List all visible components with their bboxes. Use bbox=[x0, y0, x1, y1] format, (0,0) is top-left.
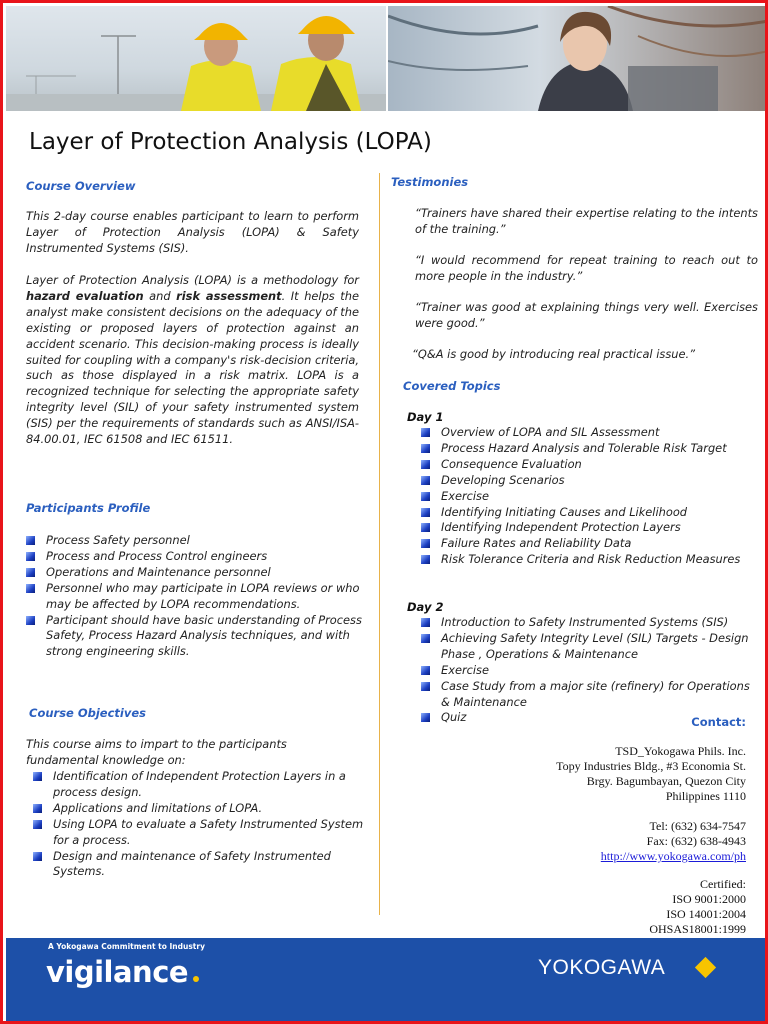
objective-item-text: Identification of Independent Protection Layers in a process design. bbox=[53, 769, 346, 799]
square-bullet-icon bbox=[421, 508, 430, 517]
overview-text: Layer of Protection Analysis (LOPA) is a methodology for bbox=[26, 273, 359, 287]
square-bullet-icon bbox=[33, 804, 42, 813]
topic-item bbox=[421, 615, 751, 631]
topic-item-text: Identifying Independent Protection Layers bbox=[441, 520, 681, 535]
testimony-quote: “Q&A is good by introducing real practical issue.” bbox=[412, 347, 695, 361]
square-bullet-icon bbox=[421, 618, 430, 627]
certification: OHSAS18001:1999 bbox=[649, 922, 746, 936]
topic-item bbox=[421, 631, 751, 663]
topic-item bbox=[421, 679, 751, 711]
contact-phone bbox=[601, 819, 746, 864]
topic-item bbox=[421, 505, 751, 521]
objective-item-text: Using LOPA to evaluate a Safety Instrumented System for a process. bbox=[53, 816, 364, 847]
certification: ISO 9001:2000 bbox=[672, 892, 746, 906]
square-bullet-icon bbox=[33, 852, 42, 861]
footer-bar bbox=[6, 938, 768, 1024]
objective-item bbox=[33, 817, 367, 849]
topic-item bbox=[421, 473, 751, 489]
header-banner bbox=[6, 6, 768, 111]
workers-illustration bbox=[6, 6, 386, 111]
square-bullet-icon bbox=[421, 428, 430, 437]
risk-assessment-emphasis: risk assessment bbox=[176, 288, 282, 303]
participant-item bbox=[26, 533, 366, 549]
certified-label: Certified: bbox=[700, 877, 746, 891]
overview-paragraph-2 bbox=[26, 273, 359, 448]
participant-item bbox=[26, 565, 366, 581]
objective-item bbox=[33, 801, 367, 817]
certification: ISO 14001:2004 bbox=[666, 907, 746, 921]
square-bullet-icon bbox=[421, 492, 430, 501]
day-2-label: Day 2 bbox=[407, 600, 444, 614]
certifications bbox=[649, 877, 746, 937]
square-bullet-icon bbox=[421, 682, 430, 691]
square-bullet-icon bbox=[26, 568, 35, 577]
day-2-topics bbox=[421, 615, 751, 726]
participant-item-text: Process and Process Control engineers bbox=[46, 548, 268, 563]
day-1-topics bbox=[421, 425, 751, 568]
topic-item-text: Exercise bbox=[441, 488, 489, 503]
objective-item-text: Design and maintenance of Safety Instrumented Systems. bbox=[53, 848, 331, 879]
square-bullet-icon bbox=[421, 539, 430, 548]
overview-text: . It helps the analyst make consistent decisions on the adequacy of the existing or proposed layers of protection against an accident scenario. This decision-making process is ideally suited for coupling with a company's risk-decision criteria, such as those displayed in a risk matrix. LOPA is a recognized technique for selecting the appropriate safety integrity level (SIL) of your safety instrumented system (SIS) per the requirements of standards such as ANSI/ISA-84.00.01, IEC 61508 and IEC 61511. bbox=[26, 288, 359, 447]
website-link[interactable]: http://www.yokogawa.com/ph bbox=[600, 849, 746, 863]
square-bullet-icon bbox=[33, 772, 42, 781]
objective-item bbox=[33, 769, 367, 801]
topic-item-text: Developing Scenarios bbox=[441, 472, 565, 487]
participant-item-text: Process Safety personnel bbox=[46, 533, 190, 547]
company-name: TSD_Yokogawa Phils. Inc. bbox=[615, 744, 746, 758]
covered-topics-heading: Covered Topics bbox=[403, 379, 501, 393]
participant-item bbox=[26, 613, 366, 661]
topic-item-text: Case Study from a major site (refinery) for Operations & Maintenance bbox=[441, 678, 750, 709]
objective-item bbox=[33, 849, 367, 881]
footer-tagline: A Yokogawa Commitment to Industry bbox=[48, 942, 205, 951]
square-bullet-icon bbox=[26, 616, 35, 625]
topic-item-text: Consequence Evaluation bbox=[441, 456, 582, 471]
topic-item bbox=[421, 520, 751, 536]
topic-item bbox=[421, 663, 751, 679]
topic-item-text: Exercise bbox=[441, 662, 489, 677]
hazard-evaluation-emphasis: hazard evaluation bbox=[26, 288, 144, 303]
square-bullet-icon bbox=[421, 476, 430, 485]
address-line: Brgy. Bagumbayan, Quezon City bbox=[586, 774, 746, 788]
engineer-illustration bbox=[388, 6, 768, 111]
topic-item-text: Process Hazard Analysis and Tolerable Risk Target bbox=[441, 440, 727, 455]
square-bullet-icon bbox=[421, 634, 430, 643]
participant-item-text: Participant should have basic understanding of Process Safety, Process Hazard Analysis techniques, and with strong engineering skills. bbox=[46, 612, 362, 659]
objective-item-text: Applications and limitations of LOPA. bbox=[53, 800, 263, 815]
testimony-quote: “Trainers have shared their expertise relating to the intents of the training.” bbox=[415, 206, 758, 236]
square-bullet-icon bbox=[26, 552, 35, 561]
vigilance-dot-icon bbox=[193, 976, 199, 982]
fax: Fax: (632) 638-4943 bbox=[646, 834, 746, 848]
topic-item-text: Quiz bbox=[441, 710, 467, 725]
participants-list bbox=[26, 533, 366, 660]
course-overview-heading: Course Overview bbox=[26, 179, 136, 193]
topic-item bbox=[421, 536, 751, 552]
square-bullet-icon bbox=[421, 460, 430, 469]
yokogawa-diamond-icon bbox=[695, 957, 716, 978]
day-1-label: Day 1 bbox=[407, 410, 444, 424]
objectives-intro: This course aims to impart to the participants fundamental knowledge on: bbox=[26, 737, 287, 767]
participant-item bbox=[26, 581, 366, 613]
square-bullet-icon bbox=[26, 584, 35, 593]
contact-address bbox=[556, 744, 746, 804]
topic-item-text: Achieving Safety Integrity Level (SIL) Targets - Design Phase , Operations & Maintenance bbox=[441, 630, 749, 661]
topic-item-text: Risk Tolerance Criteria and Risk Reduction Measures bbox=[441, 552, 741, 567]
square-bullet-icon bbox=[421, 666, 430, 675]
workers-photo bbox=[6, 6, 386, 111]
engineer-photo bbox=[388, 6, 768, 111]
participants-profile-heading: Participants Profile bbox=[26, 501, 151, 515]
page-title: Layer of Protection Analysis (LOPA) bbox=[29, 129, 432, 155]
testimony-quote: “I would recommend for repeat training to reach out to more people in the industry.” bbox=[415, 253, 758, 283]
contact-heading: Contact: bbox=[691, 715, 746, 729]
topic-item-text: Overview of LOPA and SIL Assessment bbox=[441, 425, 660, 439]
yokogawa-logo: YOKOGAWA bbox=[538, 956, 666, 979]
topic-item-text: Failure Rates and Reliability Data bbox=[441, 536, 632, 551]
testimonies-heading: Testimonies bbox=[391, 175, 469, 189]
objectives-list bbox=[33, 769, 367, 880]
topic-item bbox=[421, 425, 751, 441]
address-line: Philippines 1110 bbox=[665, 789, 746, 803]
square-bullet-icon bbox=[421, 523, 430, 532]
topic-item bbox=[421, 457, 751, 473]
square-bullet-icon bbox=[421, 713, 430, 722]
testimony-quote: “Trainer was good at explaining things very well. Exercises were good.” bbox=[415, 300, 758, 330]
topic-item bbox=[421, 489, 751, 505]
participant-item bbox=[26, 549, 366, 565]
address-line: Topy Industries Bldg., #3 Economia St. bbox=[556, 759, 746, 773]
course-objectives-heading: Course Objectives bbox=[29, 706, 146, 720]
participant-item-text: Personnel who may participate in LOPA reviews or who may be affected by LOPA recommendations. bbox=[46, 580, 360, 611]
square-bullet-icon bbox=[421, 555, 430, 564]
square-bullet-icon bbox=[33, 820, 42, 829]
overview-text: and bbox=[143, 288, 177, 303]
square-bullet-icon bbox=[421, 444, 430, 453]
topic-item-text: Introduction to Safety Instrumented Systems (SIS) bbox=[441, 615, 729, 629]
square-bullet-icon bbox=[26, 536, 35, 545]
topic-item bbox=[421, 552, 751, 568]
column-divider bbox=[379, 173, 380, 915]
vigilance-logo: vigilance bbox=[46, 955, 189, 989]
topic-item-text: Identifying Initiating Causes and Likelihood bbox=[441, 504, 688, 519]
topic-item bbox=[421, 441, 751, 457]
telephone: Tel: (632) 634-7547 bbox=[649, 819, 746, 833]
overview-paragraph-1: This 2-day course enables participant to learn to perform Layer of Protection Analysis (LOPA) & Safety Instrumented Systems (SIS). bbox=[26, 209, 359, 255]
participant-item-text: Operations and Maintenance personnel bbox=[46, 564, 271, 579]
